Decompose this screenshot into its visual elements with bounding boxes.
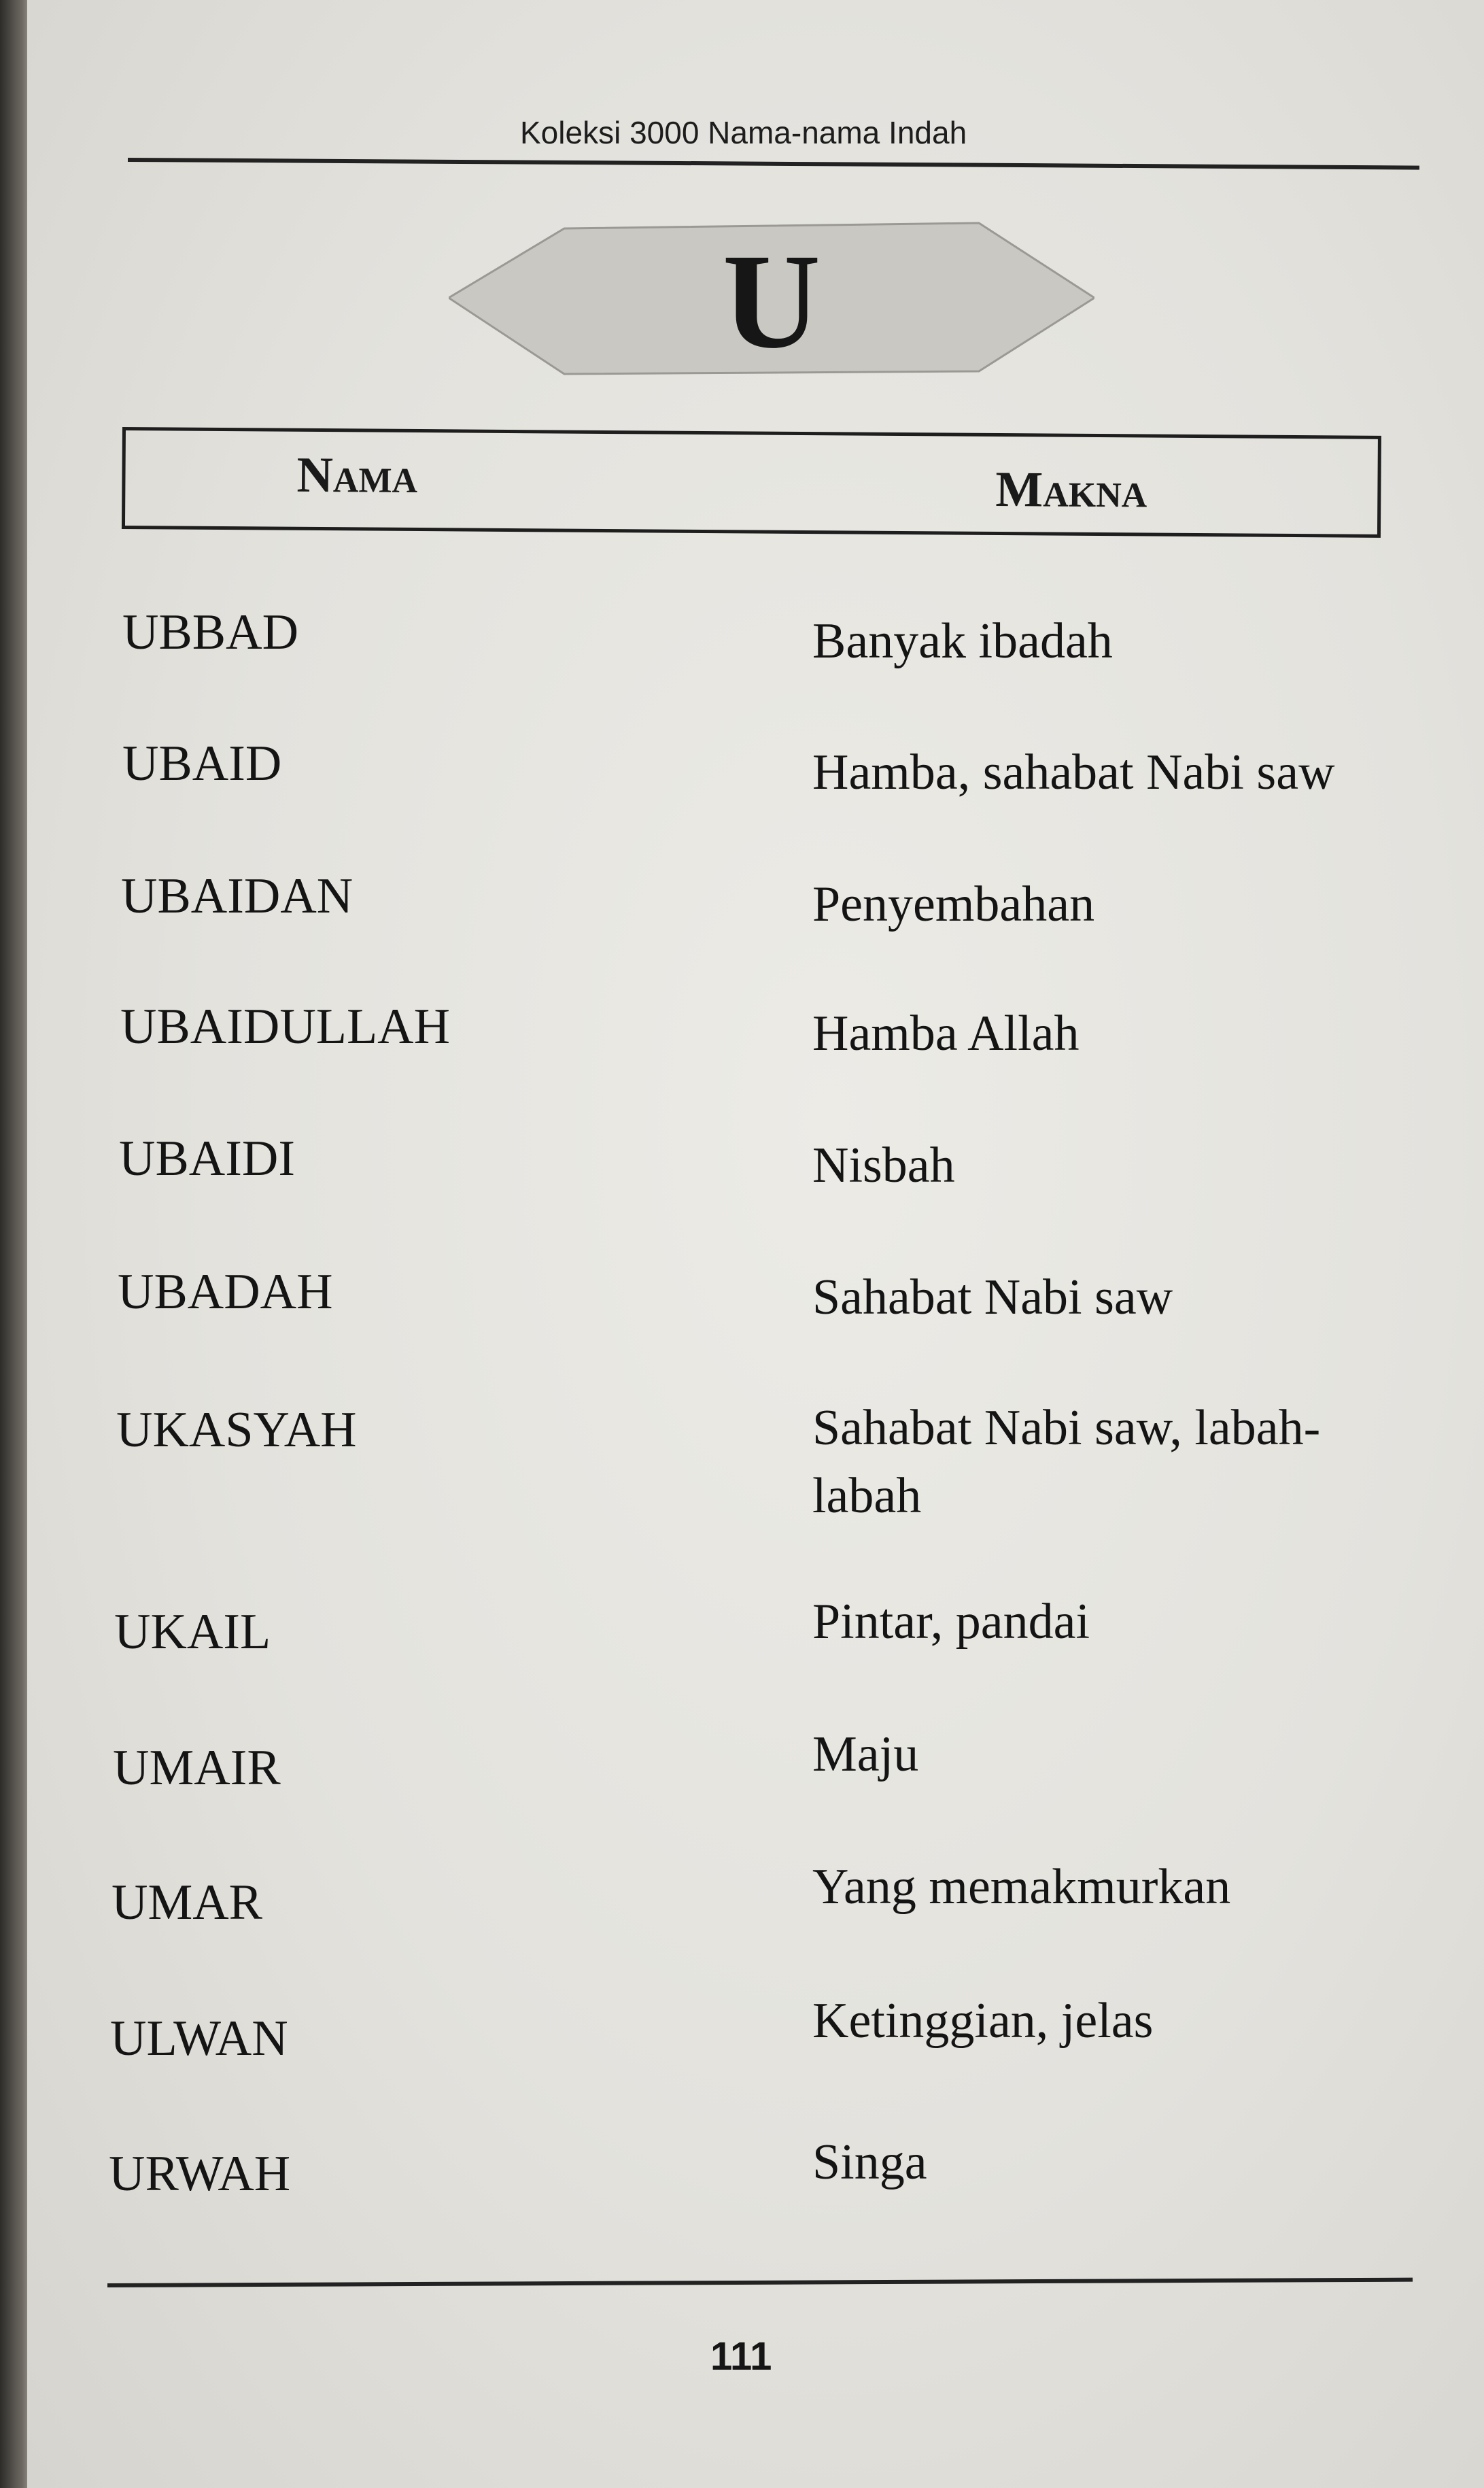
entry-meaning: Penyembahan [812,876,1095,932]
entry-name: ULWAN [110,2011,288,2066]
entry-name: UKAIL [114,1604,271,1660]
footer-rule [107,2278,1413,2287]
column-header-box [122,427,1381,538]
page-number: 111 [710,2334,772,2379]
entry-name: UMAIR [113,1740,281,1796]
entry-meaning: Banyak ibadah [812,613,1113,669]
entry-meaning: Singa [812,2134,927,2190]
entry-meaning: Sahabat Nabi saw [812,1269,1173,1325]
entry-name: URWAH [109,2146,291,2202]
entry-name: UBAIDI [119,1131,295,1187]
entry-name: UBBAD [122,604,299,660]
book-page [27,0,1484,2488]
entry-meaning: Yang memakmurkan [812,1859,1231,1915]
header-rule [128,158,1419,170]
entry-name: UBADAH [118,1264,333,1320]
section-letter-badge [449,216,1094,379]
entry-meaning: Nisbah [812,1138,955,1193]
column-header-name: Nama [296,447,418,505]
section-letter: U [722,226,821,377]
entry-name: UBAIDULLAH [120,999,451,1055]
entry-name: UBAID [122,736,282,791]
entry-name: UKASYAH [116,1402,357,1458]
entry-meaning: Pintar, pandai [812,1594,1090,1650]
entry-meaning: Sahabat Nabi saw, labah-labah [812,1400,1321,1524]
entry-name: UBAIDAN [121,868,353,924]
running-header-title: Koleksi 3000 Nama-nama Indah [520,115,967,150]
entry-meaning: Ketinggian, jelas [812,1993,1154,2049]
entry-name: UMAR [111,1875,263,1930]
column-header-meaning: Makna [995,461,1147,519]
entry-meaning: Hamba, sahabat Nabi saw [812,745,1335,800]
entry-meaning: Hamba Allah [812,1006,1080,1061]
entry-meaning: Maju [812,1726,919,1782]
